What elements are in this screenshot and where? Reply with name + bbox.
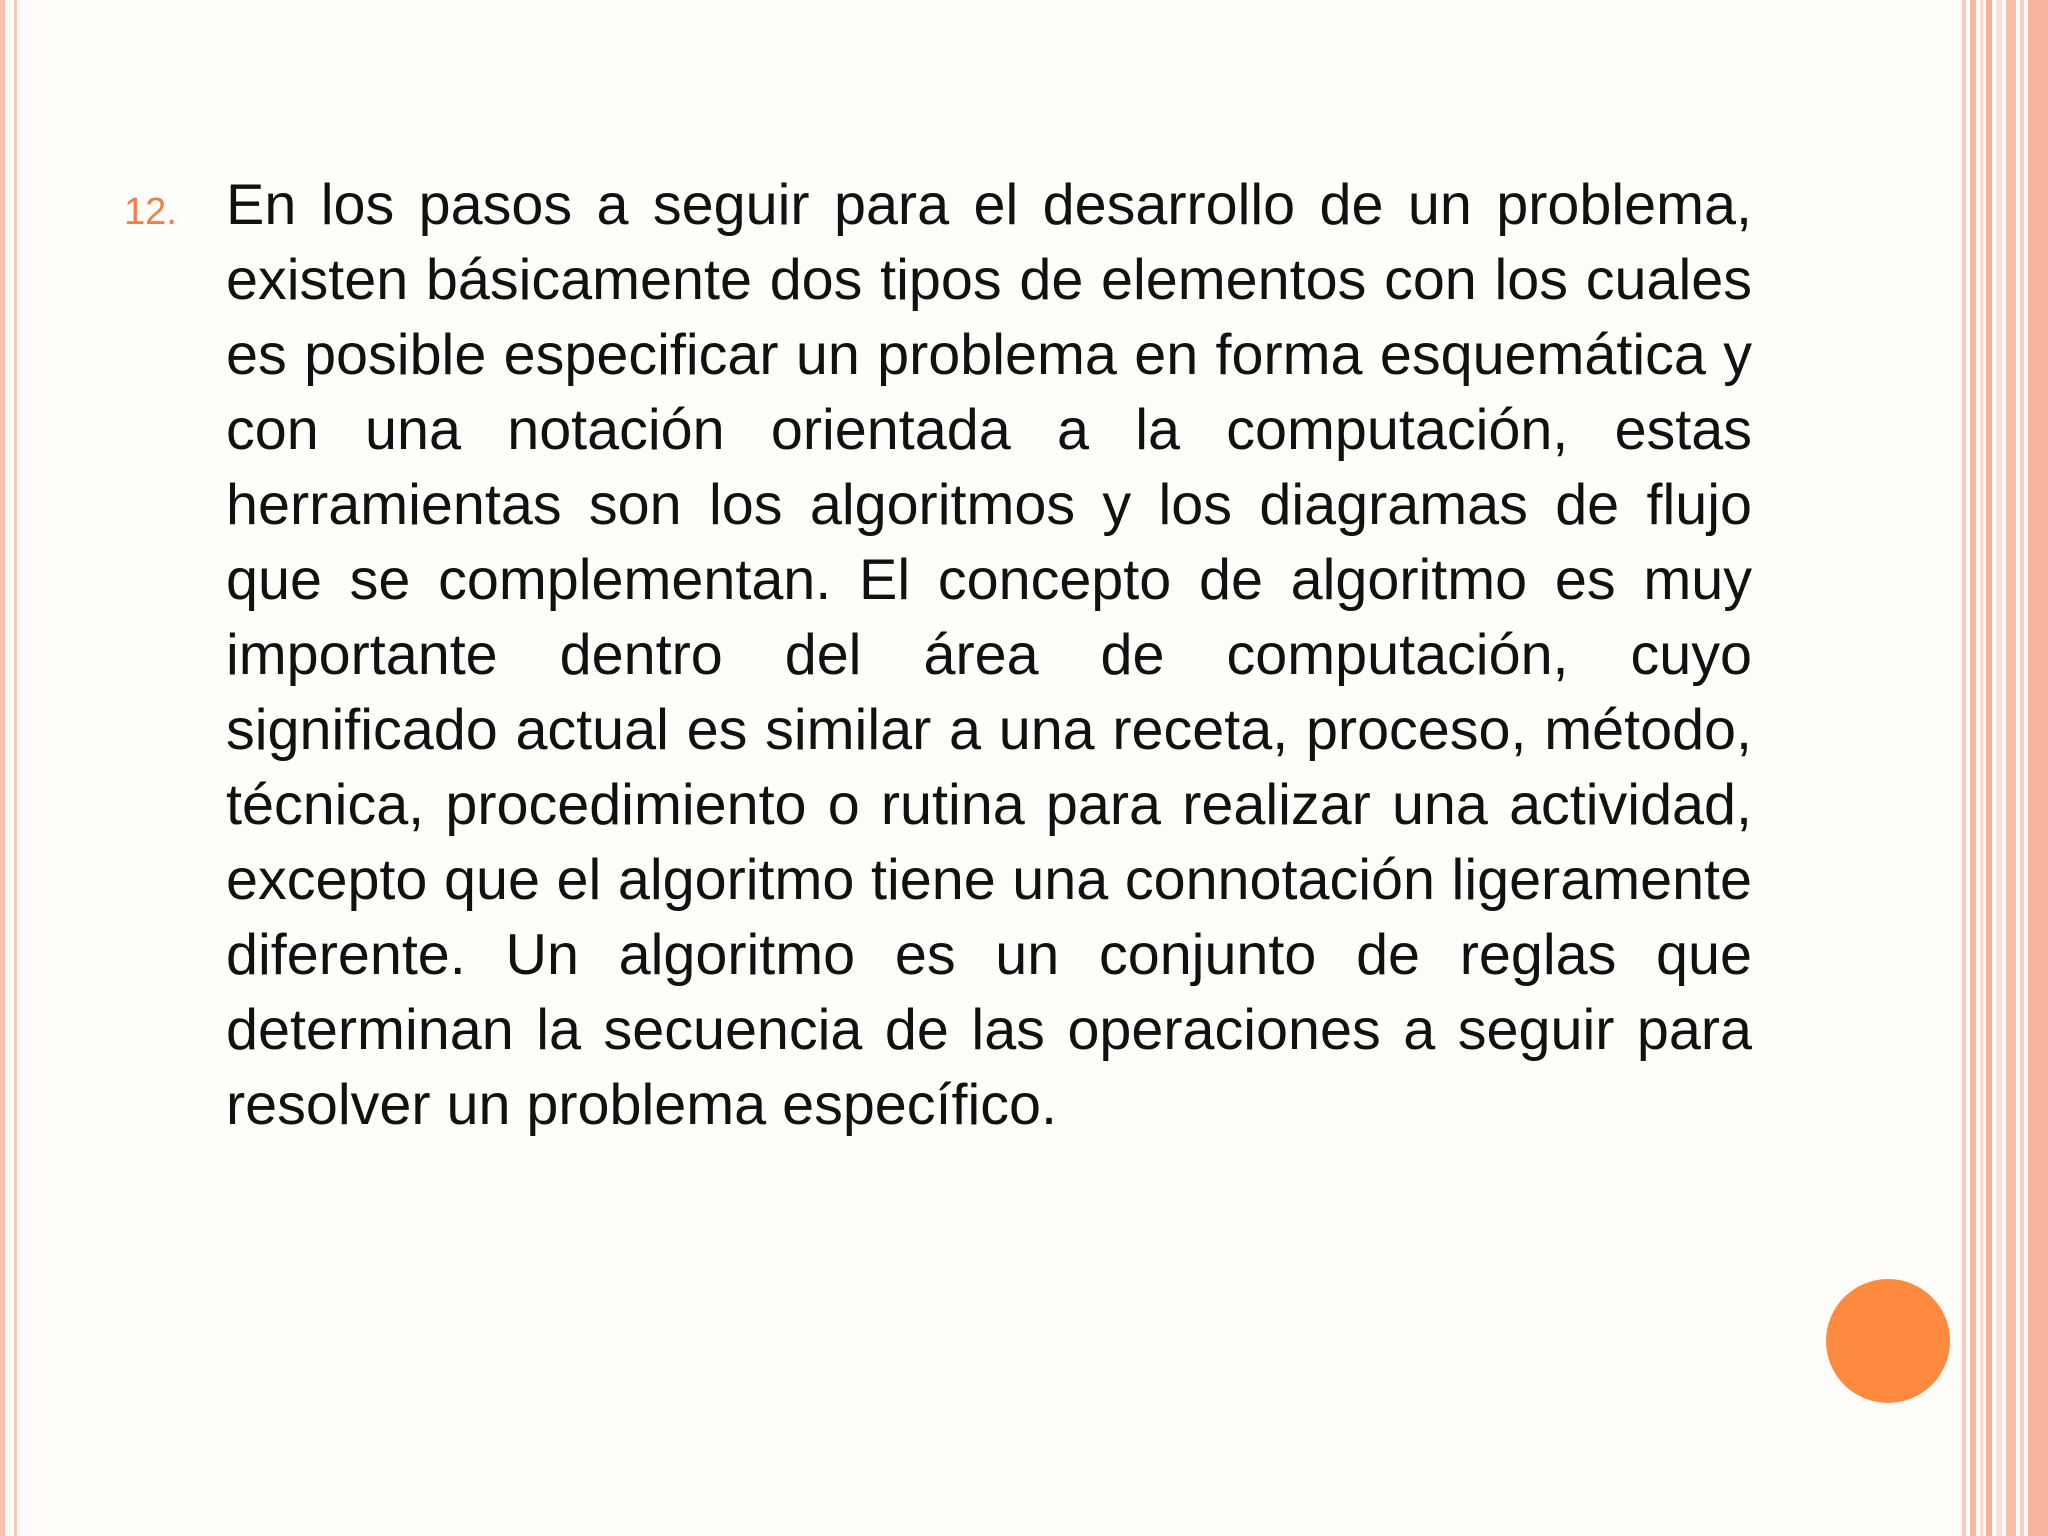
right-border-stripe [2020,0,2024,1536]
left-border-line [14,0,17,1536]
right-border-stripe [1980,0,1983,1536]
orange-circle-decoration [1826,1279,1950,1403]
right-border-stripe [2028,0,2048,1536]
left-border [0,0,5,1536]
right-border-stripe [1986,0,1992,1536]
right-border-stripe [1962,0,1966,1536]
body-paragraph: En los pasos a seguir para el desarrollo de un problema, existen básicamente dos tipos de elementos con los cuales es posible especificar un problema en forma esquemática y con una notación orientada a la computación, estas herramientas son los algoritmos y los diagramas de flujo que se complementan. El concepto de algoritmo es muy importante dentro del área de computación, cuyo significado actual es similar a una receta, proceso, método, técnica, procedimiento o rutina para realizar una actividad, excepto que el algoritmo tiene una connotación ligeramente diferente. Un algoritmo es un conjunto de reglas que determinan la secuencia de las operaciones a seguir para resolver un problema específico. [226,173,1752,1137]
right-border-stripe [2006,0,2016,1536]
right-border-stripe [1970,0,1976,1536]
list-number: 12. [124,191,177,233]
right-border-stripe [1996,0,2002,1536]
